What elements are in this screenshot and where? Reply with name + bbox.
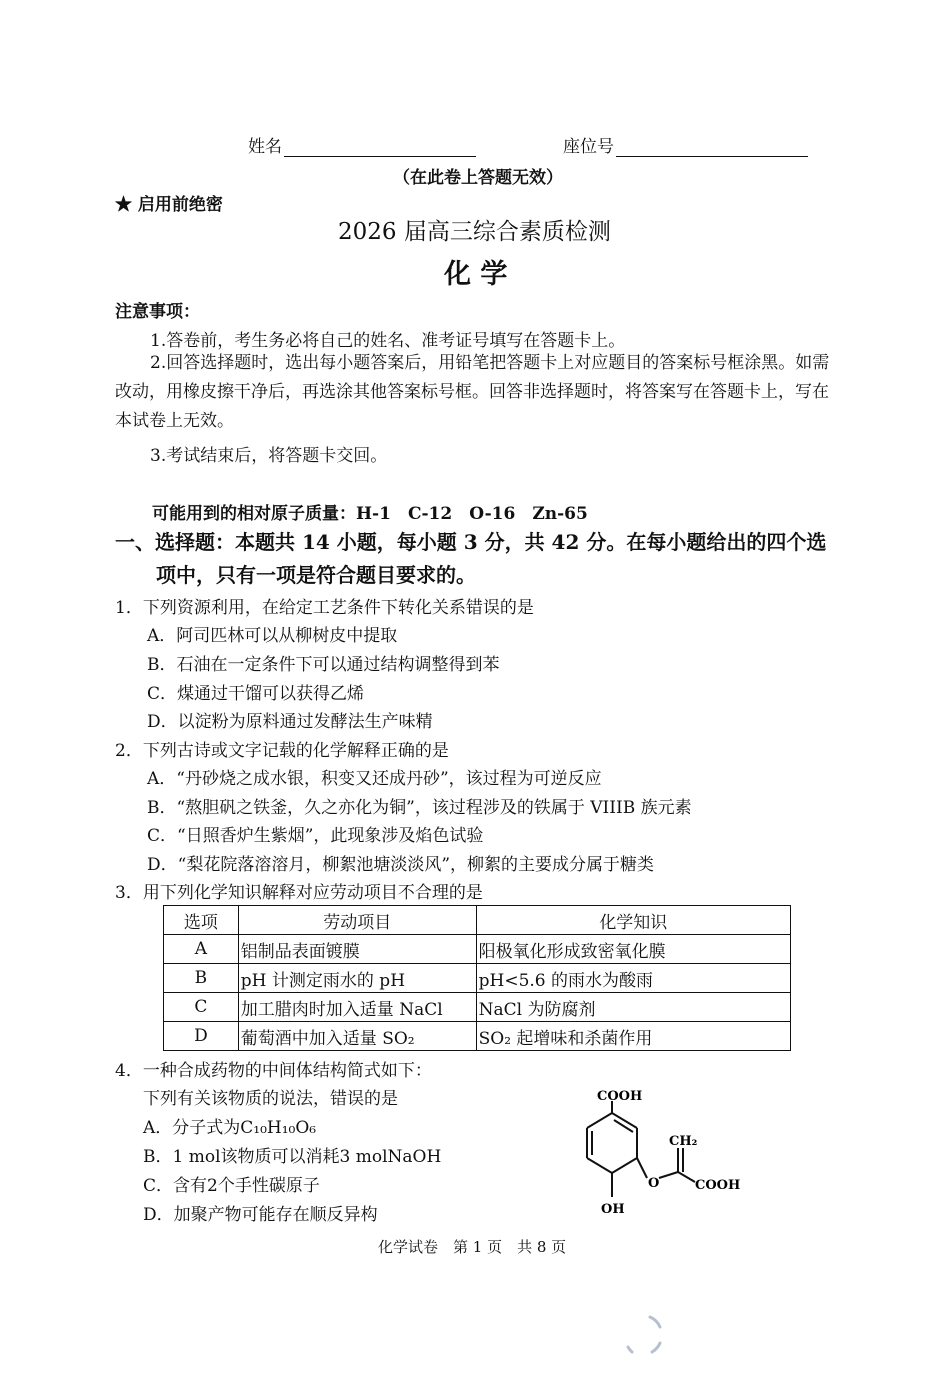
q4-option-c: C．含有2个手性碳原子 bbox=[143, 1176, 320, 1196]
knowledge-cell: NaCl 为防腐剂 bbox=[476, 993, 790, 1022]
name-field bbox=[248, 132, 476, 157]
q2-option-c: C．“日照香炉生紫烟”，此现象涉及焰色试验 bbox=[147, 826, 484, 846]
knowledge-cell: pH<5.6 的雨水为酸雨 bbox=[476, 964, 790, 993]
table-header-row bbox=[164, 906, 791, 935]
instruction-3: 3.考试结束后，将答题卡交回。 bbox=[150, 446, 388, 466]
confidential-mark: ★ 启用前绝密 bbox=[115, 195, 223, 215]
exam-title: 2026 届高三综合素质检测 bbox=[338, 219, 611, 245]
q3-stem: 3．用下列化学知识解释对应劳动项目不合理的是 bbox=[115, 883, 483, 903]
labor-cell: 加工腊肉时加入适量 NaCl bbox=[238, 993, 476, 1022]
q1-option-d: D．以淀粉为原料通过发酵法生产味精 bbox=[147, 712, 433, 732]
seat-label: 座位号 bbox=[563, 137, 614, 157]
q1-option-b: B．石油在一定条件下可以通过结构调整得到苯 bbox=[147, 655, 500, 675]
knowledge-cell: 阳极氧化形成致密氧化膜 bbox=[476, 935, 790, 964]
header-option: 选项 bbox=[164, 906, 239, 935]
answer-invalid-notice: （在此卷上答题无效） bbox=[393, 168, 563, 188]
cooh-top-label: COOH bbox=[597, 1089, 643, 1104]
section-heading-line1: 一、选择题：本题共 14 小题，每小题 3 分，共 42 分。在每小题给出的四个选 bbox=[115, 530, 827, 554]
q1-stem: 1．下列资源利用，在给定工艺条件下转化关系错误的是 bbox=[115, 598, 534, 618]
q4-option-d: D．加聚产物可能存在顺反异构 bbox=[143, 1205, 378, 1225]
table-row bbox=[164, 964, 791, 993]
labor-cell: 铝制品表面镀膜 bbox=[238, 935, 476, 964]
q2-option-d: D．“梨花院落溶溶月，柳絮池塘淡淡风”，柳絮的主要成分属于糖类 bbox=[147, 855, 655, 875]
q3-table bbox=[163, 905, 791, 1051]
table-row bbox=[164, 935, 791, 964]
table-row bbox=[164, 1022, 791, 1051]
q1-option-c: C．煤通过干馏可以获得乙烯 bbox=[147, 684, 365, 704]
molecular-structure bbox=[565, 1085, 755, 1225]
q4-sub-stem: 下列有关该物质的说法，错误的是 bbox=[143, 1089, 398, 1109]
seat-field bbox=[563, 132, 808, 157]
option-cell: D bbox=[164, 1022, 239, 1051]
option-cell: C bbox=[164, 993, 239, 1022]
cooh-right-label: COOH bbox=[695, 1178, 741, 1193]
subject-title: 化 学 bbox=[444, 259, 508, 290]
table-row bbox=[164, 993, 791, 1022]
loading-spinner-icon bbox=[620, 1313, 666, 1359]
instruction-2: 2.回答选择题时，选出每小题答案后，用铅笔把答题卡上对应题目的答案标号框涂黑。如需改动，用橡皮擦干净后，再选涂其他答案标号框。回答非选择题时，将答案写在答题卡上，写在本试卷上无效。 bbox=[115, 353, 830, 431]
section-heading-line2: 项中，只有一项是符合题目要求的。 bbox=[156, 563, 476, 587]
q2-stem: 2．下列古诗或文字记载的化学解释正确的是 bbox=[115, 741, 449, 761]
atomic-masses: 可能用到的相对原子质量：H-1 C-12 O-16 Zn-65 bbox=[152, 504, 588, 524]
header-chem-knowledge: 化学知识 bbox=[476, 906, 790, 935]
q4-option-b: B．1 mol该物质可以消耗3 molNaOH bbox=[143, 1147, 442, 1167]
q1-option-a: A．阿司匹林可以从柳树皮中提取 bbox=[147, 626, 398, 646]
ch2-label: CH₂ bbox=[669, 1134, 698, 1149]
option-cell: A bbox=[164, 935, 239, 964]
q2-option-a: A．“丹砂烧之成水银，积变又还成丹砂”，该过程为可逆反应 bbox=[147, 769, 602, 789]
page-footer: 化学试卷 第 1 页 共 8 页 bbox=[378, 1238, 567, 1256]
name-label: 姓名 bbox=[248, 137, 282, 157]
q4-stem: 4．一种合成药物的中间体结构简式如下： bbox=[115, 1061, 432, 1081]
oh-label: OH bbox=[601, 1202, 625, 1217]
labor-cell: 葡萄酒中加入适量 SO₂ bbox=[238, 1022, 476, 1051]
ether-o-label: O bbox=[648, 1176, 660, 1191]
q2-option-b: B．“熬胆矾之铁釜，久之亦化为铜”，该过程涉及的铁属于 VIIIB 族元素 bbox=[147, 798, 692, 818]
header-labor-item: 劳动项目 bbox=[238, 906, 476, 935]
knowledge-cell: SO₂ 起增味和杀菌作用 bbox=[476, 1022, 790, 1051]
labor-cell: pH 计测定雨水的 pH bbox=[238, 964, 476, 993]
q4-option-a: A．分子式为C₁₀H₁₀O₆ bbox=[143, 1118, 317, 1138]
name-blank bbox=[284, 155, 476, 157]
seat-blank bbox=[616, 155, 808, 157]
instruction-1: 1.答卷前，考生务必将自己的姓名、准考证号填写在答题卡上。 bbox=[150, 331, 626, 351]
instructions-title: 注意事项： bbox=[115, 302, 200, 322]
option-cell: B bbox=[164, 964, 239, 993]
